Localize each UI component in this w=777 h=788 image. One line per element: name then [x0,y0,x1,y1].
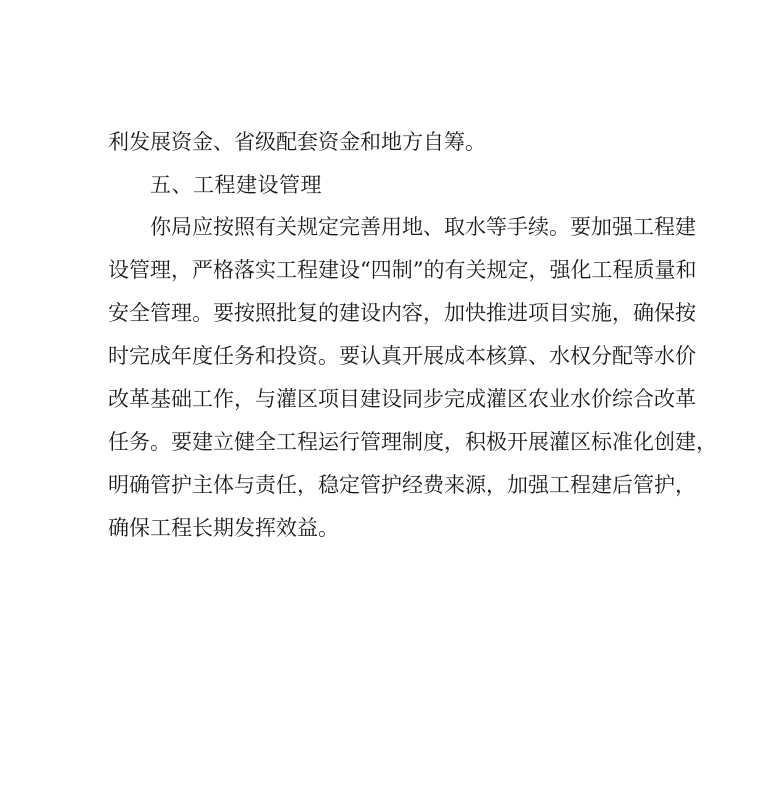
section-heading: 五、工程建设管理 [150,173,322,197]
continuation-line: 利发展资金、省级配套资金和地方自筹。 [108,130,486,154]
paragraph-line: 明确管护主体与责任，稳定管护经费来源，加强工程建后管护， [108,473,696,497]
paragraph-line: 时完成年度任务和投资。要认真开展成本核算、水权分配等水价 [108,344,696,368]
paragraph-line: 任务。要建立健全工程运行管理制度，积极开展灌区标准化创建， [108,430,717,454]
paragraph-line: 设管理，严格落实工程建设“四制”的有关规定，强化工程质量和 [108,258,697,282]
paragraph-line: 你局应按照有关规定完善用地、取水等手续。要加强工程建 [150,215,696,239]
paragraph-line: 改革基础工作，与灌区项目建设同步完成灌区农业水价综合改革 [108,387,696,411]
paragraph-line: 安全管理。要按照批复的建设内容，加快推进项目实施，确保按 [108,301,696,325]
paragraph-line: 确保工程长期发挥效益。 [108,516,339,540]
